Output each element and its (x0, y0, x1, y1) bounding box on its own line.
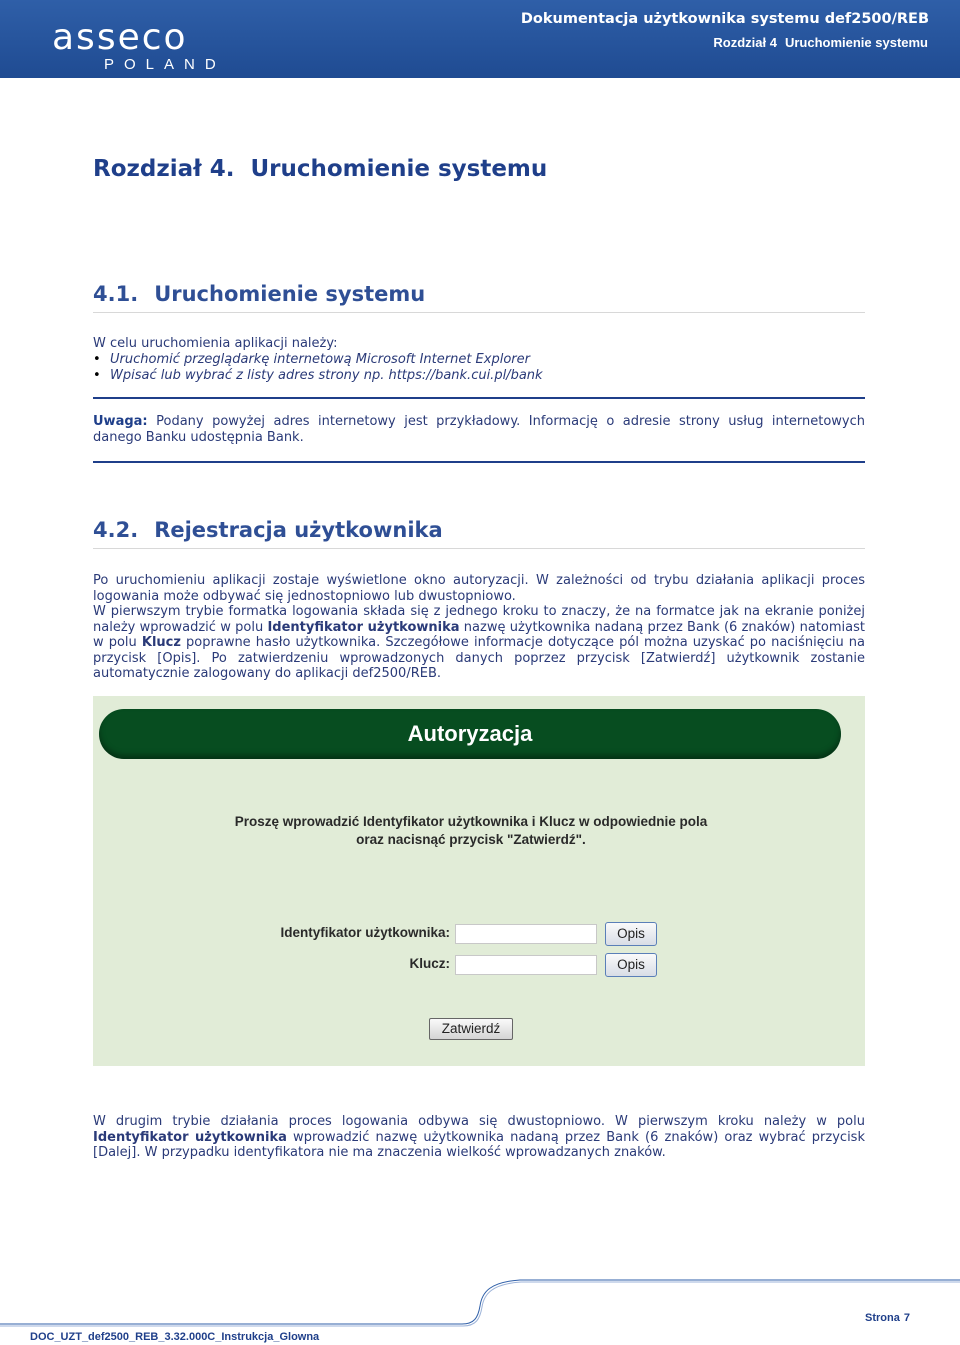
section-heading-4-1 (93, 282, 865, 313)
header-chapter-name: Uruchomienie systemu (784, 35, 928, 50)
page-word: Strona (865, 1312, 900, 1324)
asseco-logo (52, 17, 226, 73)
section-title: Rejestracja użytkownika (154, 518, 443, 542)
text-run: poprawne hasło użytkownika. Szczegółowe informacje dotyczące pól można uzyskać po naciśnięciu na przycisk [Opis]. Po zatwierdzeniu wprowadzonych danych poprzez przycisk [Zatwierdź] użytkownik zostanie automatycznie zalogowany do aplikacji def2500/REB. (93, 635, 865, 681)
header-chapter-number: Rozdział 4 (713, 35, 777, 50)
logo-wordmark: asseco (52, 17, 188, 58)
chapter-heading (93, 156, 547, 182)
note-text: Podany powyżej adres internetowy jest przykładowy. Informację o adresie strony usług internetowych danego Banku udostępnia Bank. (93, 414, 865, 445)
list-item: • Uruchomić przeglądarkę internetową Microsoft Internet Explorer (93, 352, 543, 368)
key-field[interactable] (455, 955, 597, 975)
text-run: W drugim trybie działania proces logowania odbywa się dwustopniowo. W pierwszym kroku należy w polu (93, 1114, 865, 1129)
section-title: Uruchomienie systemu (154, 282, 426, 306)
footer-swoosh (0, 1278, 960, 1328)
header-chapter (713, 35, 928, 50)
user-id-label: Identyfikator użytkownika: (280, 925, 450, 940)
section-number: 4.1. (93, 282, 139, 306)
auth-title-bar (99, 709, 841, 759)
page-num: 7 (903, 1312, 910, 1324)
note-paragraph (93, 414, 865, 446)
key-opis-button[interactable]: Opis (605, 953, 657, 977)
note-label: Uwaga: (93, 414, 148, 429)
section-intro: W celu uruchomienia aplikacji należy: (93, 336, 338, 351)
bold-term: Identyfikator użytkownika (267, 619, 460, 635)
instruction-line: Proszę wprowadzić Identyfikator użytkownika i Klucz w odpowiednie pola (234, 814, 708, 829)
list-item: • Wpisać lub wybrać z listy adres strony np. https://bank.cui.pl/bank (93, 368, 543, 384)
instruction-line: oraz nacisnąć przycisk "Zatwierdź". (356, 832, 586, 847)
paragraph (93, 604, 865, 682)
auth-instruction (93, 813, 849, 849)
text-run: W pierwszym trybie formatka logowania składa się z jednego kroku to znaczy, że na formatce jak na ekranie poniżej należy wprowadzić w polu (93, 604, 865, 635)
paragraph (93, 1114, 865, 1161)
paragraph: Po uruchomieniu aplikacji zostaje wyświetlone okno autoryzacji. W zależności od trybu działania aplikacji proces logowania może odbywać się jednostopniowo lub dwustopniowo. (93, 573, 865, 604)
text-run: nazwę użytkownika nadaną przez Bank (6 znaków) natomiast w polu (93, 619, 866, 650)
header-banner (0, 0, 960, 78)
document-title: Dokumentacja użytkownika systemu def2500/REB (520, 11, 929, 27)
footer-document-id: DOC_UZT_def2500_REB_3.32.000C_Instrukcja_Glowna (30, 1331, 320, 1343)
text-run: wprowadzić nazwę użytkownika nadaną przez Bank (6 znaków) oraz wybrać przycisk [Dalej]. W przypadku identyfikatora nie ma znaczenia wielkość wprowadzanych znaków. (93, 1129, 865, 1160)
bold-term: Klucz (141, 635, 181, 650)
chapter-title: Uruchomienie systemu (250, 156, 548, 182)
chapter-number: Rozdział 4. (93, 156, 235, 182)
logo-subtitle: POLAND (104, 56, 226, 73)
user-id-opis-button[interactable]: Opis (605, 922, 657, 946)
submit-button[interactable]: Zatwierdź (429, 1018, 513, 1040)
section-heading-4-2 (93, 518, 865, 549)
section-number: 4.2. (93, 518, 139, 542)
auth-title: Autoryzacja (407, 721, 533, 746)
note-box (93, 397, 865, 463)
user-id-field[interactable] (455, 924, 597, 944)
steps-list (93, 352, 543, 383)
login-screenshot (93, 696, 865, 1066)
key-label: Klucz: (409, 956, 450, 971)
footer-page-number (865, 1312, 910, 1324)
bold-term: Identyfikator użytkownika (93, 1129, 287, 1145)
